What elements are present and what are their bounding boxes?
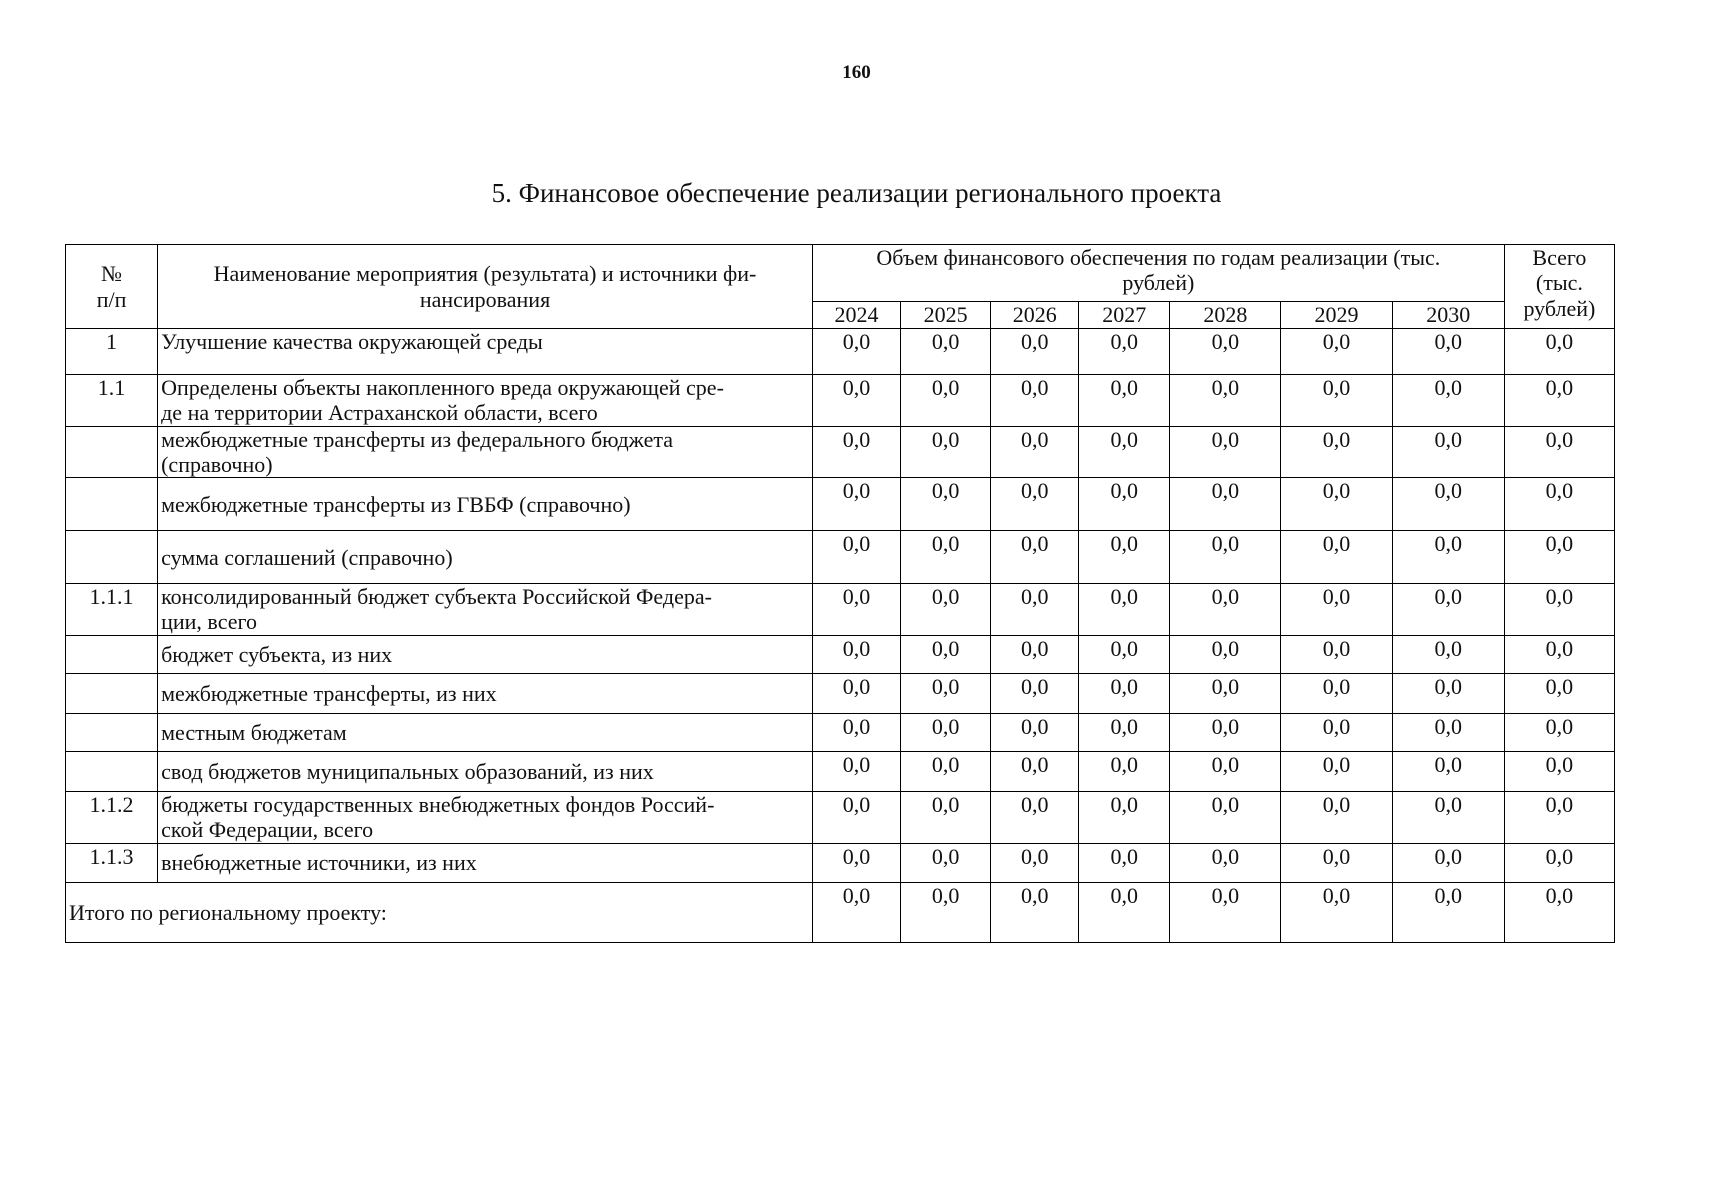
row-total: 0,0	[1504, 478, 1614, 531]
page-number: 160	[842, 62, 871, 83]
row-value: 0,0	[1392, 674, 1504, 714]
row-total: 0,0	[1504, 714, 1614, 752]
row-number	[66, 674, 158, 714]
header-total: Всего (тыс. рублей)	[1504, 245, 1614, 329]
header-year: 2024	[812, 302, 900, 329]
row-value: 0,0	[1281, 531, 1392, 584]
financing-table	[65, 244, 1615, 943]
row-value: 0,0	[1281, 674, 1392, 714]
header-year: 2028	[1170, 302, 1281, 329]
row-name: свод бюджетов муниципальных образований, из них	[158, 752, 813, 792]
total-sum: 0,0	[1504, 882, 1614, 942]
row-value: 0,0	[991, 752, 1079, 792]
row-name: Улучшение качества окружающей среды	[158, 329, 813, 375]
table-row	[66, 792, 1615, 844]
row-value: 0,0	[1170, 843, 1281, 882]
header-year: 2029	[1281, 302, 1392, 329]
row-value: 0,0	[901, 636, 991, 674]
row-value: 0,0	[991, 792, 1079, 844]
table-row	[66, 375, 1615, 427]
row-value: 0,0	[1170, 792, 1281, 844]
row-total: 0,0	[1504, 584, 1614, 636]
row-number: 1.1.1	[66, 584, 158, 636]
row-value: 0,0	[1281, 843, 1392, 882]
table-body	[66, 329, 1615, 943]
row-name: межбюджетные трансферты, из них	[158, 674, 813, 714]
row-total: 0,0	[1504, 674, 1614, 714]
row-name: консолидированный бюджет субъекта Российской Федера- ции, всего	[158, 584, 813, 636]
row-value: 0,0	[991, 329, 1079, 375]
row-value: 0,0	[1392, 426, 1504, 478]
row-value: 0,0	[901, 329, 991, 375]
row-name: местным бюджетам	[158, 714, 813, 752]
total-value: 0,0	[1281, 882, 1392, 942]
row-value: 0,0	[991, 375, 1079, 427]
table-row	[66, 674, 1615, 714]
row-value: 0,0	[901, 584, 991, 636]
table-row	[66, 426, 1615, 478]
total-value: 0,0	[1170, 882, 1281, 942]
row-name: бюджеты государственных внебюджетных фондов Россий- ской Федерации, всего	[158, 792, 813, 844]
row-value: 0,0	[1079, 584, 1170, 636]
row-total: 0,0	[1504, 531, 1614, 584]
row-value: 0,0	[1170, 375, 1281, 427]
row-value: 0,0	[1079, 478, 1170, 531]
header-volume: Объем финансового обеспечения по годам реализации (тыс. рублей)	[812, 245, 1504, 302]
table-row	[66, 329, 1615, 375]
row-value: 0,0	[901, 426, 991, 478]
row-value: 0,0	[1281, 752, 1392, 792]
row-value: 0,0	[901, 714, 991, 752]
row-value: 0,0	[1392, 584, 1504, 636]
row-name: межбюджетные трансферты из ГВБФ (справочно)	[158, 478, 813, 531]
row-value: 0,0	[1079, 375, 1170, 427]
row-value: 0,0	[1281, 792, 1392, 844]
row-name: межбюджетные трансферты из федерального бюджета (справочно)	[158, 426, 813, 478]
row-value: 0,0	[812, 375, 900, 427]
row-name: Определены объекты накопленного вреда окружающей сре- де на территории Астраханской области, всего	[158, 375, 813, 427]
row-number	[66, 714, 158, 752]
row-value: 0,0	[812, 329, 900, 375]
row-value: 0,0	[1170, 426, 1281, 478]
row-value: 0,0	[1079, 426, 1170, 478]
row-value: 0,0	[1170, 674, 1281, 714]
row-value: 0,0	[1392, 636, 1504, 674]
row-number	[66, 531, 158, 584]
row-value: 0,0	[991, 426, 1079, 478]
table-row	[66, 714, 1615, 752]
row-name: бюджет субъекта, из них	[158, 636, 813, 674]
row-value: 0,0	[1392, 843, 1504, 882]
row-number	[66, 752, 158, 792]
row-value: 0,0	[901, 531, 991, 584]
header-year: 2026	[991, 302, 1079, 329]
section-title: 5. Финансовое обеспечение реализации регионального проекта	[491, 178, 1222, 208]
row-value: 0,0	[812, 478, 900, 531]
row-value: 0,0	[1170, 636, 1281, 674]
row-value: 0,0	[991, 584, 1079, 636]
row-value: 0,0	[901, 752, 991, 792]
header-row	[66, 245, 1615, 302]
row-number	[66, 478, 158, 531]
row-number: 1	[66, 329, 158, 375]
row-number	[66, 426, 158, 478]
total-value: 0,0	[901, 882, 991, 942]
total-row	[66, 882, 1615, 942]
row-value: 0,0	[901, 375, 991, 427]
row-value: 0,0	[1392, 792, 1504, 844]
row-value: 0,0	[812, 531, 900, 584]
total-value: 0,0	[991, 882, 1079, 942]
row-name: внебюджетные источники, из них	[158, 843, 813, 882]
table-row	[66, 636, 1615, 674]
row-value: 0,0	[1281, 714, 1392, 752]
row-value: 0,0	[1392, 752, 1504, 792]
header-year: 2025	[901, 302, 991, 329]
row-value: 0,0	[1170, 584, 1281, 636]
row-value: 0,0	[991, 478, 1079, 531]
row-number: 1.1.2	[66, 792, 158, 844]
row-value: 0,0	[1079, 752, 1170, 792]
header-num: № п/п	[66, 245, 158, 329]
row-value: 0,0	[1170, 478, 1281, 531]
row-value: 0,0	[812, 584, 900, 636]
total-value: 0,0	[812, 882, 900, 942]
table-row	[66, 584, 1615, 636]
table-row	[66, 843, 1615, 882]
row-value: 0,0	[901, 478, 991, 531]
row-total: 0,0	[1504, 752, 1614, 792]
row-value: 0,0	[901, 792, 991, 844]
header-year: 2027	[1079, 302, 1170, 329]
row-total: 0,0	[1504, 375, 1614, 427]
row-value: 0,0	[1392, 714, 1504, 752]
row-value: 0,0	[1079, 531, 1170, 584]
row-value: 0,0	[991, 714, 1079, 752]
row-value: 0,0	[1392, 375, 1504, 427]
row-value: 0,0	[1170, 531, 1281, 584]
row-value: 0,0	[901, 843, 991, 882]
total-label: Итого по региональному проекту:	[66, 882, 813, 942]
table-row	[66, 752, 1615, 792]
header-year: 2030	[1392, 302, 1504, 329]
row-value: 0,0	[1392, 531, 1504, 584]
row-value: 0,0	[1079, 674, 1170, 714]
row-total: 0,0	[1504, 843, 1614, 882]
row-value: 0,0	[1281, 636, 1392, 674]
row-value: 0,0	[1079, 636, 1170, 674]
row-value: 0,0	[1281, 584, 1392, 636]
row-total: 0,0	[1504, 329, 1614, 375]
row-total: 0,0	[1504, 792, 1614, 844]
row-value: 0,0	[1079, 714, 1170, 752]
row-value: 0,0	[901, 674, 991, 714]
row-value: 0,0	[1281, 426, 1392, 478]
row-value: 0,0	[991, 674, 1079, 714]
row-value: 0,0	[991, 636, 1079, 674]
table-row	[66, 531, 1615, 584]
row-value: 0,0	[812, 636, 900, 674]
row-value: 0,0	[1170, 714, 1281, 752]
row-value: 0,0	[1079, 329, 1170, 375]
row-value: 0,0	[991, 531, 1079, 584]
row-value: 0,0	[1392, 329, 1504, 375]
row-value: 0,0	[812, 714, 900, 752]
table-row	[66, 478, 1615, 531]
row-value: 0,0	[812, 426, 900, 478]
header-name: Наименование мероприятия (результата) и источники фи- нансирования	[158, 245, 813, 329]
row-value: 0,0	[1281, 478, 1392, 531]
row-value: 0,0	[1079, 843, 1170, 882]
row-value: 0,0	[1392, 478, 1504, 531]
row-number: 1.1	[66, 375, 158, 427]
row-value: 0,0	[991, 843, 1079, 882]
row-name: сумма соглашений (справочно)	[158, 531, 813, 584]
row-value: 0,0	[812, 752, 900, 792]
row-value: 0,0	[1281, 329, 1392, 375]
row-number	[66, 636, 158, 674]
total-value: 0,0	[1392, 882, 1504, 942]
row-value: 0,0	[1170, 329, 1281, 375]
row-total: 0,0	[1504, 636, 1614, 674]
row-value: 0,0	[812, 843, 900, 882]
row-value: 0,0	[812, 674, 900, 714]
row-value: 0,0	[1281, 375, 1392, 427]
row-number: 1.1.3	[66, 843, 158, 882]
row-value: 0,0	[812, 792, 900, 844]
total-value: 0,0	[1079, 882, 1170, 942]
row-total: 0,0	[1504, 426, 1614, 478]
row-value: 0,0	[1079, 792, 1170, 844]
row-value: 0,0	[1170, 752, 1281, 792]
